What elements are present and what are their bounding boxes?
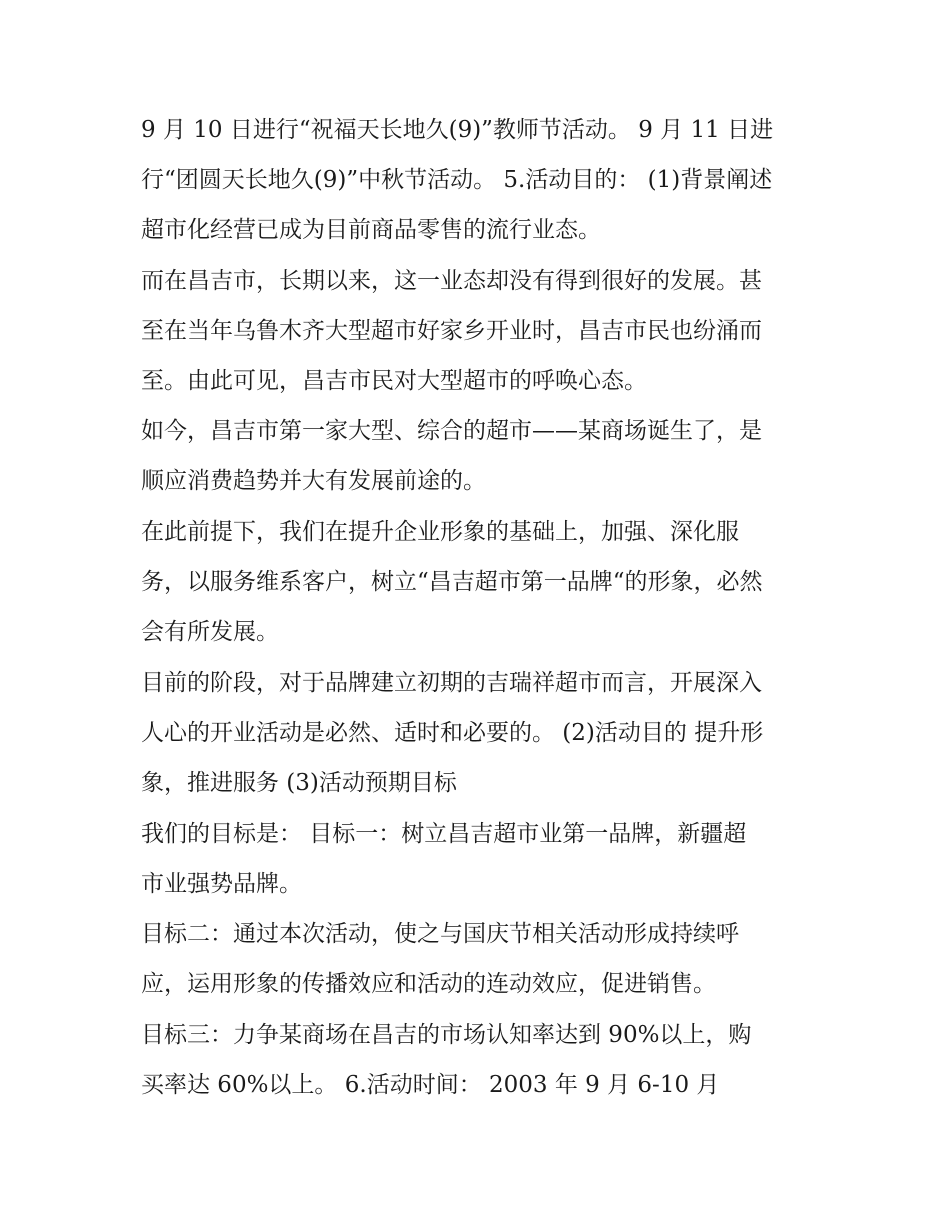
text-line: 应，运用形象的传播效应和活动的连动效应，促进销售。 [141, 971, 716, 997]
text-line: 如今，昌吉市第一家大型、综合的超市——某商场诞生了，是 [141, 418, 762, 444]
text-line: 务，以服务维系客户，树立“昌吉超市第一品牌“的形象，必然 [141, 569, 763, 595]
text-line: 目前的阶段，对于品牌建立初期的吉瑞祥超市而言，开展深入 [141, 670, 762, 696]
text-line: 买率达 60%以上。 6.活动时间： 2003 年 9 月 6-10 月 [141, 1072, 720, 1098]
text-line: 至。由此可见，昌吉市民对大型超市的呼唤心态。 [141, 368, 647, 394]
text-line: 人心的开业活动是必然、适时和必要的。 (2)活动目的 提升形 [141, 720, 764, 746]
text-line: 至在当年乌鲁木齐大型超市好家乡开业时，昌吉市民也纷涌而 [141, 318, 762, 344]
text-line: 会有所发展。 [141, 619, 279, 645]
text-line: 9 月 10 日进行“祝福天长地久(9)”教师节活动。 9 月 11 日进 [141, 117, 774, 143]
text-line: 超市化经营已成为目前商品零售的流行业态。 [141, 217, 601, 243]
text-line: 目标三：力争某商场在昌吉的市场认知率达到 90%以上，购 [141, 1022, 752, 1048]
text-line: 顺应消费趋势并大有发展前途的。 [141, 468, 486, 494]
text-line: 象，推进服务 (3)活动预期目标 [141, 770, 457, 796]
text-line: 我们的目标是： 目标一：树立昌吉超市业第一品牌，新疆超 [141, 821, 747, 847]
text-line: 在此前提下，我们在提升企业形象的基础上，加强、深化服 [141, 519, 739, 545]
text-line: 市业强势品牌。 [141, 871, 302, 897]
text-line: 行“团圆天长地久(9)”中秋节活动。 5.活动目的： (1)背景阐述 [141, 167, 773, 193]
text-line: 目标二：通过本次活动，使之与国庆节相关活动形成持续呼 [141, 921, 739, 947]
text-line: 而在昌吉市，长期以来，这一业态却没有得到很好的发展。甚 [141, 268, 762, 294]
